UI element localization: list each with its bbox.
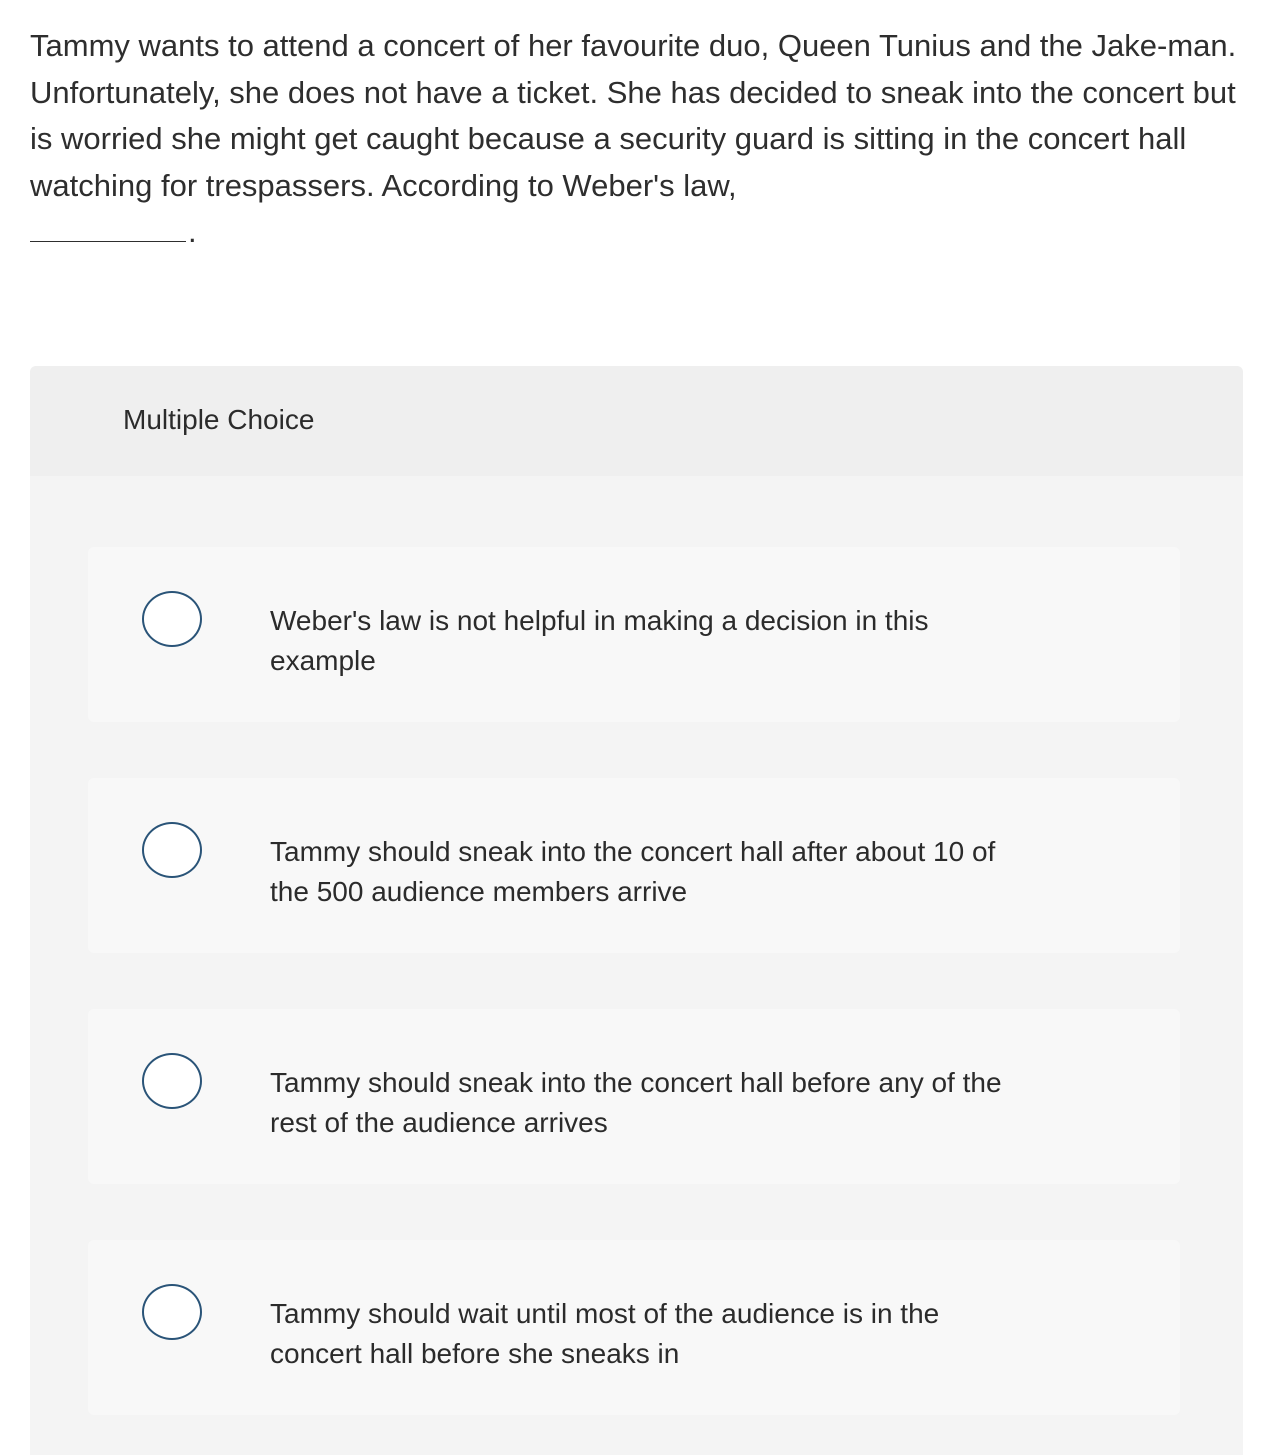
question-text (30, 23, 1252, 256)
radio-button-icon[interactable] (142, 822, 202, 878)
radio-button-icon[interactable] (142, 1284, 202, 1340)
radio-button-icon[interactable] (142, 591, 202, 647)
answer-blank (30, 219, 186, 242)
question-stem: Tammy wants to attend a concert of her favourite duo, Queen Tunius and the Jake-man. Unfortunately, she does not have a ticket. She has decided to sneak into the concert but is worried she might get caught because a security guard is sitting in the concert hall watching for trespassers. According to Weber's law, (30, 28, 1237, 203)
choice-label: Tammy should sneak into the concert hall before any of the rest of the audience arrives (270, 1067, 1002, 1138)
blank-suffix: . (188, 214, 197, 249)
multiple-choice-panel (30, 366, 1243, 1455)
panel-title: Multiple Choice (123, 404, 315, 435)
choice-label: Tammy should sneak into the concert hall after about 10 of the 500 audience members arrive (270, 836, 996, 907)
radio-button-icon[interactable] (142, 1053, 202, 1109)
choice-label: Weber's law is not helpful in making a decision in this example (270, 605, 929, 676)
choice-option-4[interactable] (88, 1240, 1180, 1415)
panel-header (30, 366, 1243, 476)
choice-label: Tammy should wait until most of the audience is in the concert hall before she sneaks in (270, 1298, 940, 1369)
choice-option-3[interactable] (88, 1009, 1180, 1184)
choice-option-2[interactable] (88, 778, 1180, 953)
choice-option-1[interactable] (88, 547, 1180, 722)
